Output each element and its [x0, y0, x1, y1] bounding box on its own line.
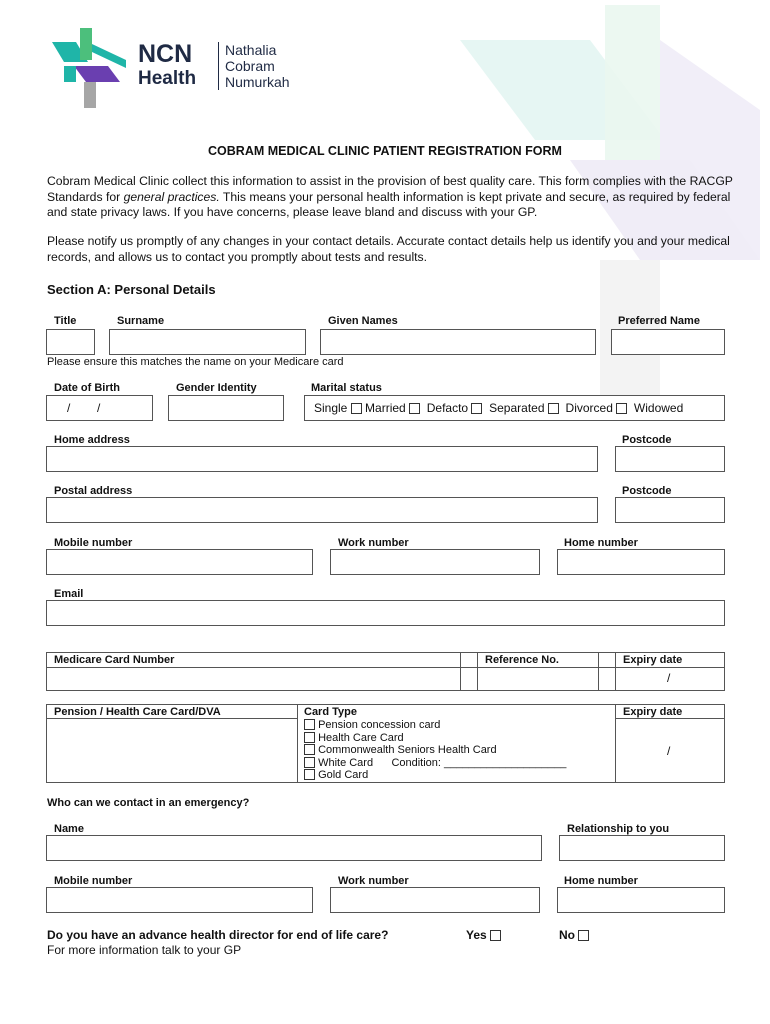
medicare-label: Medicare Card Number	[54, 654, 175, 666]
pension-card-field[interactable]	[48, 720, 296, 781]
expiry-field[interactable]	[616, 668, 724, 690]
email-field[interactable]	[46, 600, 725, 626]
logo-sub-line2: Cobram	[225, 58, 275, 74]
gender-label: Gender Identity	[176, 382, 257, 394]
marital-option-defacto: Defacto	[426, 401, 469, 415]
expiry-slash: /	[667, 671, 671, 685]
form-title: COBRAM MEDICAL CLINIC PATIENT REGISTRATION FORM	[208, 144, 562, 158]
yes-label: Yes	[466, 928, 487, 942]
emergency-name-field[interactable]	[46, 835, 542, 861]
card-type-seniors: Commonwealth Seniors Health Card	[318, 744, 497, 757]
emergency-name-label: Name	[54, 823, 84, 835]
intro-text-b: This means your personal health information is kept private and secure, as required by federal and state privacy laws. If you have concerns, please leave bland and discuss with your GP.	[47, 189, 731, 219]
expiry2-slash: /	[667, 744, 671, 758]
marital-option-separated: Separated	[489, 401, 545, 415]
marital-status-box	[304, 395, 725, 421]
seniors-health-card-checkbox[interactable]	[304, 744, 315, 755]
defacto-checkbox[interactable]	[471, 403, 482, 414]
intro-paragraph	[47, 174, 737, 221]
expiry-label: Expiry date	[623, 654, 683, 666]
intro-text-a: Cobram Medical Clinic collect this information to assist in the provision of best quality care. This form complies with the RACGP Standards for	[47, 174, 733, 204]
emergency-home-field[interactable]	[557, 887, 725, 913]
card-type-options	[304, 719, 566, 782]
surname-label: Surname	[117, 315, 165, 327]
separated-checkbox[interactable]	[548, 403, 559, 414]
card-type-health-care: Health Care Card	[318, 731, 404, 744]
card-type-white: White Card	[318, 756, 374, 769]
advance-no	[559, 928, 589, 942]
title-label: Title	[54, 315, 77, 327]
medicare-table	[46, 652, 725, 691]
single-checkbox[interactable]	[351, 403, 362, 414]
emergency-work-label: Work number	[338, 875, 409, 887]
gold-card-checkbox[interactable]	[304, 769, 315, 780]
dob-label: Date of Birth	[54, 382, 120, 394]
postal-address-label: Postal address	[54, 485, 133, 497]
mobile-label: Mobile number	[54, 537, 133, 549]
divorced-checkbox[interactable]	[616, 403, 627, 414]
mobile-field[interactable]	[46, 549, 313, 575]
pension-concession-checkbox[interactable]	[304, 719, 315, 730]
ncn-health-logo	[46, 22, 306, 114]
reference-field[interactable]	[478, 668, 597, 690]
advance-directive-question: Do you have an advance health director for end of life care?	[47, 928, 389, 942]
no-checkbox[interactable]	[578, 930, 589, 941]
dob-field[interactable]	[46, 395, 153, 421]
preferred-name-field[interactable]	[611, 329, 725, 355]
medicare-number-field[interactable]	[48, 668, 459, 690]
marital-label: Marital status	[311, 382, 382, 394]
dob-slash-2: /	[97, 401, 101, 415]
home-address-label: Home address	[54, 434, 130, 446]
logo-sub-line1: Nathalia	[225, 42, 277, 58]
card-type-label: Card Type	[304, 706, 357, 718]
postal-postcode-field[interactable]	[615, 497, 725, 523]
medicare-name-note: Please ensure this matches the name on your Medicare card	[47, 356, 344, 368]
married-checkbox[interactable]	[409, 403, 420, 414]
section-a-heading: Section A: Personal Details	[47, 282, 216, 297]
dob-slash-1: /	[67, 401, 71, 415]
preferred-name-label: Preferred Name	[618, 315, 700, 327]
white-card-checkbox[interactable]	[304, 757, 315, 768]
given-names-label: Given Names	[328, 315, 398, 327]
postal-address-field[interactable]	[46, 497, 598, 523]
home-address-field[interactable]	[46, 446, 598, 472]
no-label: No	[559, 928, 575, 942]
health-care-card-checkbox[interactable]	[304, 732, 315, 743]
emergency-mobile-field[interactable]	[46, 887, 313, 913]
logo-mark-icon	[46, 22, 128, 110]
logo-sub-line3: Numurkah	[225, 74, 290, 90]
pension-label: Pension / Health Care Card/DVA	[54, 706, 221, 718]
home-number-label: Home number	[564, 537, 638, 549]
advance-yes	[466, 928, 501, 942]
marital-option-single: Single	[314, 401, 348, 415]
marital-option-divorced: Divorced	[565, 401, 613, 415]
advance-note: For more information talk to your GP	[47, 943, 242, 957]
title-field[interactable]	[46, 329, 95, 355]
yes-checkbox[interactable]	[490, 930, 501, 941]
postcode2-label: Postcode	[622, 485, 672, 497]
emergency-heading: Who can we contact in an emergency?	[47, 797, 250, 809]
intro-text-em: general practices.	[123, 189, 220, 204]
emergency-work-field[interactable]	[330, 887, 540, 913]
expiry2-label: Expiry date	[623, 706, 683, 718]
relationship-label: Relationship to you	[567, 823, 670, 835]
marital-option-married: Married	[365, 401, 406, 415]
logo-brand-line1: NCN	[138, 40, 193, 68]
work-label: Work number	[338, 537, 409, 549]
surname-field[interactable]	[109, 329, 306, 355]
expiry2-field[interactable]	[616, 720, 724, 781]
card-type-gold: Gold Card	[318, 769, 369, 782]
reference-label: Reference No.	[485, 654, 559, 666]
logo-brand-line2: Health	[138, 68, 197, 89]
given-names-field[interactable]	[320, 329, 596, 355]
relationship-field[interactable]	[559, 835, 725, 861]
email-label: Email	[54, 588, 84, 600]
gender-field[interactable]	[168, 395, 284, 421]
home-number-field[interactable]	[557, 549, 725, 575]
emergency-mobile-label: Mobile number	[54, 875, 133, 887]
home-postcode-field[interactable]	[615, 446, 725, 472]
marital-option-widowed: Widowed	[633, 401, 684, 415]
work-field[interactable]	[330, 549, 540, 575]
condition-label: Condition: ____________________	[391, 756, 567, 769]
card-type-pension: Pension concession card	[318, 719, 441, 731]
pension-table	[46, 704, 725, 783]
emergency-home-label: Home number	[564, 875, 638, 887]
postcode-label: Postcode	[622, 434, 672, 446]
notify-paragraph: Please notify us promptly of any changes in your contact details. Accurate contact details help us identify you and your medical records, and allows us to contact you promptly about tests and results.	[47, 234, 730, 264]
logo-divider	[218, 42, 219, 90]
